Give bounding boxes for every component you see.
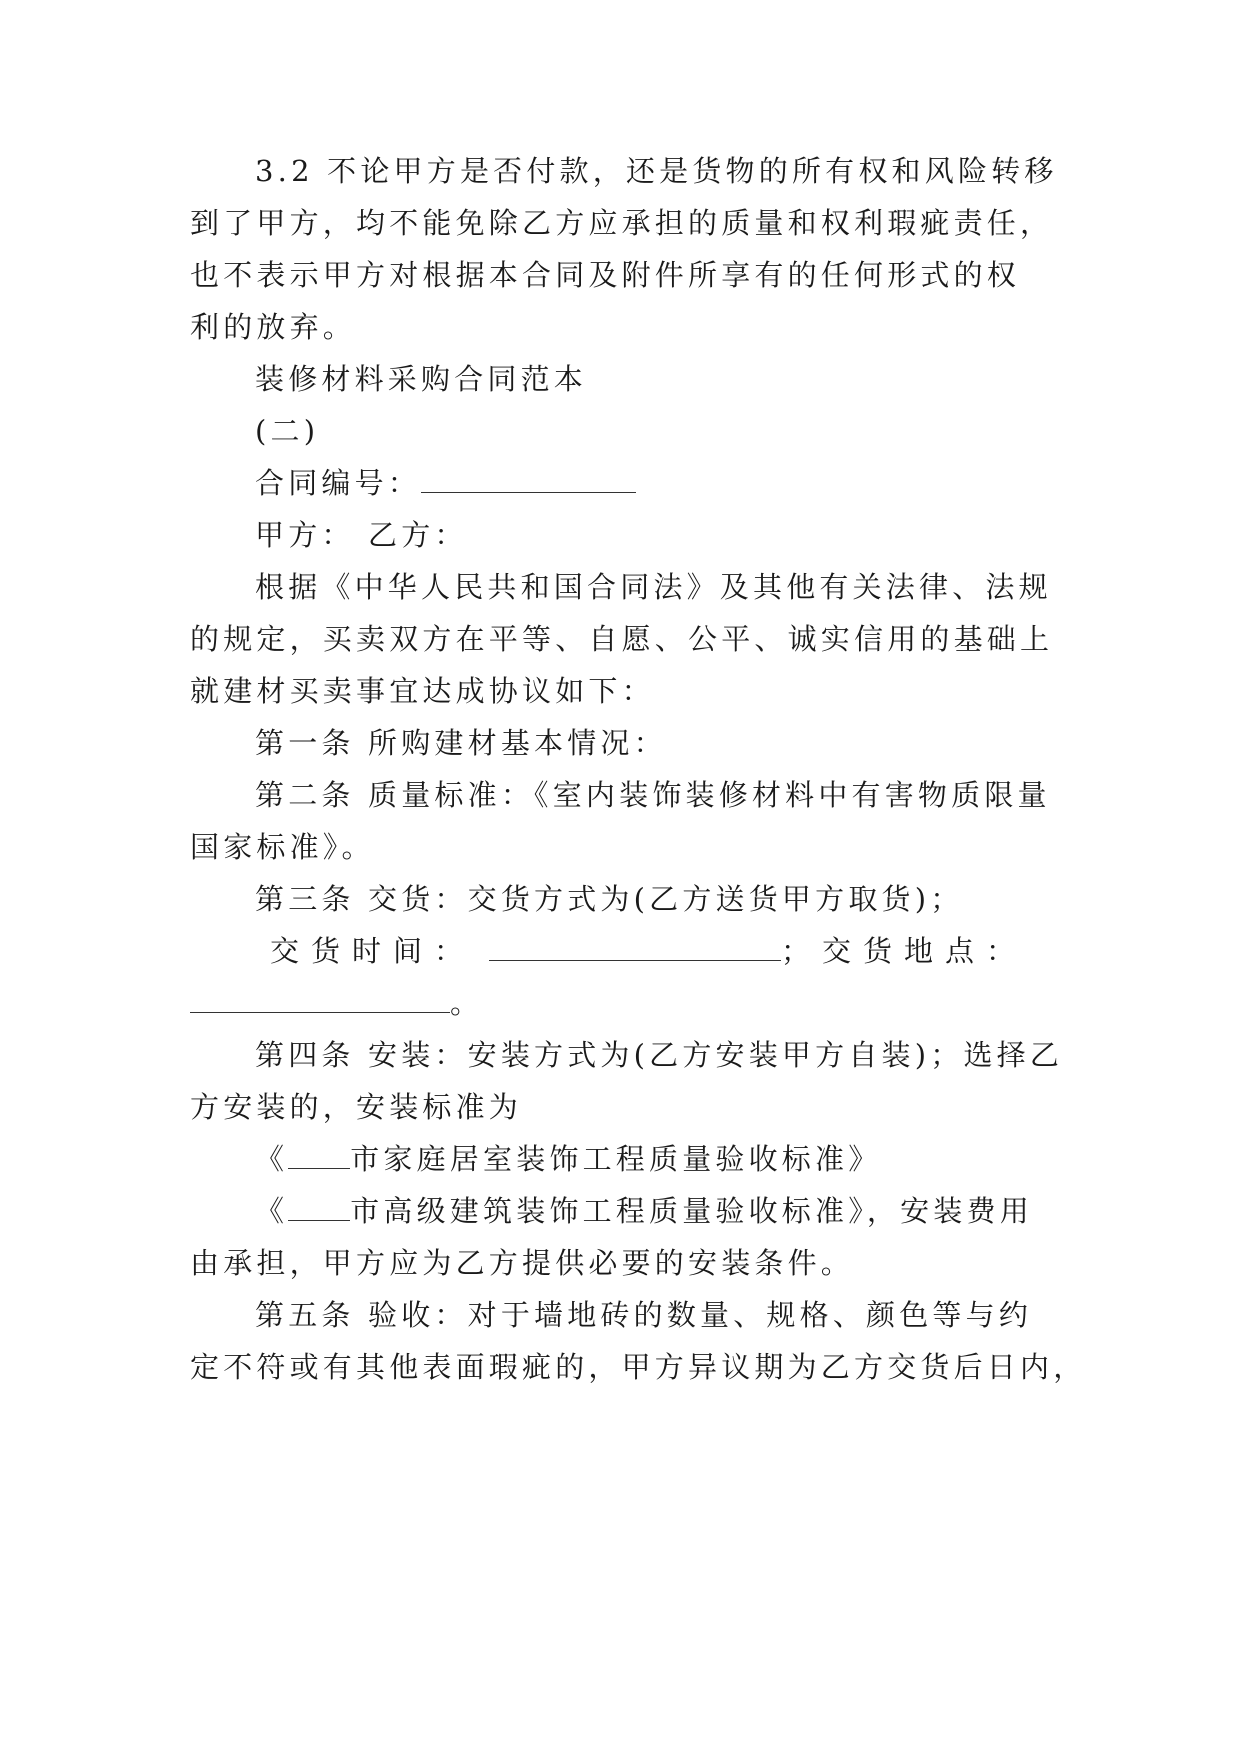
paragraph-line: 利的放弃。 [190,310,357,344]
city-blank [288,1146,350,1169]
paragraph-line: 国家标准》。 [190,830,375,864]
delivery-place-blank [190,990,450,1013]
paragraph-line: 就建材买卖事宜达成协议如下： [190,674,655,708]
section-title: 装修材料采购合同范本 [255,362,588,396]
paragraph-line: 3.2 不论甲方是否付款，还是货物的所有权和风险转移 [255,154,1058,188]
contract-number-label: 合同编号： [255,466,422,500]
paragraph-line: 也不表示甲方对根据本合同及附件所享有的任何形式的权 [190,258,1021,292]
article-5: 第五条 验收：对于墙地砖的数量、规格、颜色等与约 [255,1298,1033,1332]
article-2: 第二条 质量标准：《室内装饰装修材料中有害物质限量 [255,778,1051,812]
city-blank [288,1198,350,1221]
article-3: 第三条 交货：交货方式为(乙方送货甲方取货)； [255,882,964,916]
delivery-time-blank [489,938,781,961]
article-4: 第四条 安装：安装方式为(乙方安装甲方自装)；选择乙 [255,1038,1064,1072]
quote-open: 《 [255,1194,289,1228]
paragraph-line: 根据《中华人民共和国合同法》及其他有关法律、法规 [255,570,1052,604]
article-1: 第一条 所购建材基本情况： [255,726,667,760]
paragraph-line: 由承担，甲方应为乙方提供必要的安装条件。 [190,1246,855,1280]
period-mark: 。 [450,986,484,1020]
contract-number-blank [421,470,636,493]
delivery-place-label: ；交货地点： [781,934,1028,968]
section-number: (二) [255,414,320,448]
delivery-place-line [190,986,1070,1020]
paragraph-line: 的规定，买卖双方在平等、自愿、公平、诚实信用的基础上 [190,622,1054,656]
paragraph-line: 方安装的，安装标准为 [190,1090,523,1124]
contract-number-line [255,466,1070,500]
paragraph-line: 定不符或有其他表面瑕疵的，甲方异议期为乙方交货后日内， [190,1350,1087,1384]
standard-text: 市家庭居室装饰工程质量验收标准》 [350,1142,882,1176]
standard-line-1 [255,1142,1070,1176]
standard-line-2 [255,1194,1070,1228]
standard-text: 市高级建筑装饰工程质量验收标准》，安装费用 [350,1194,1033,1228]
quote-open: 《 [255,1142,289,1176]
paragraph-line: 到了甲方，均不能免除乙方应承担的质量和权利瑕疵责任， [190,206,1054,240]
delivery-time-label: 交货时间： [270,934,476,968]
delivery-line [270,934,1070,968]
parties-line: 甲方： 乙方： [255,518,468,552]
